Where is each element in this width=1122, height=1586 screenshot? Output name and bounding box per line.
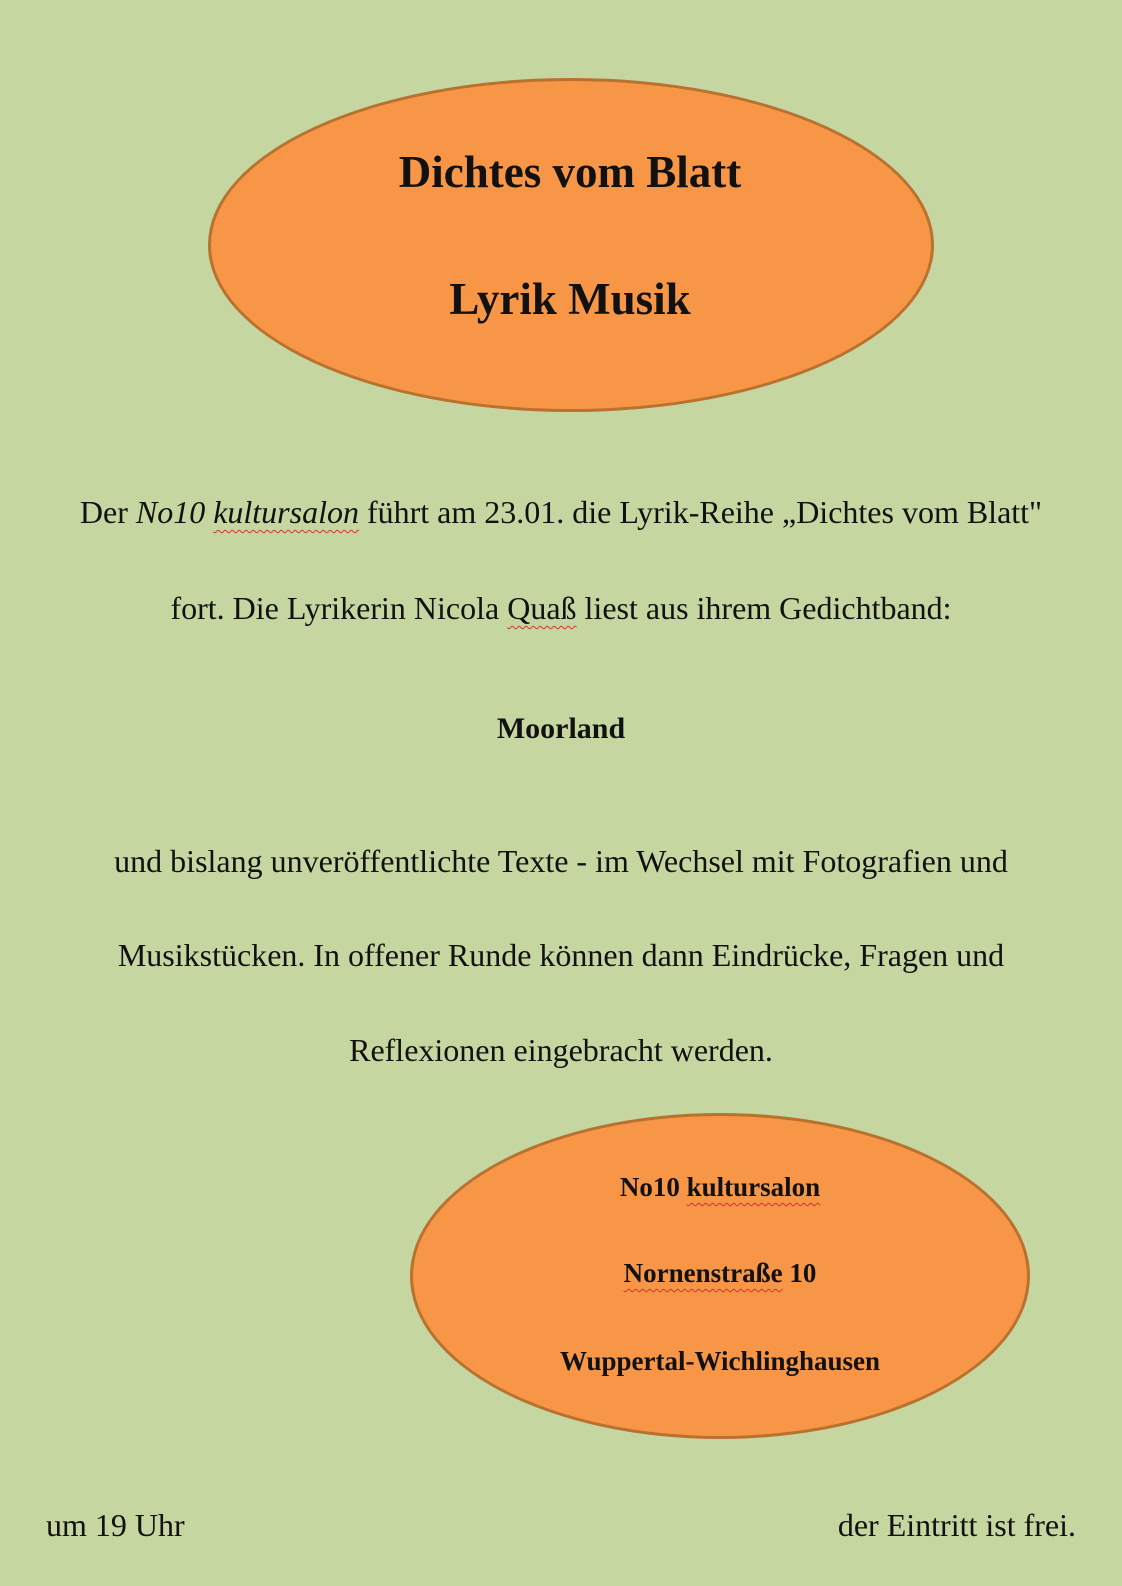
text: führt am 23.01. die Lyrik-Reihe „Dichtes vom Blatt" xyxy=(358,494,1043,530)
text: Nornenstraße xyxy=(623,1258,783,1288)
title-line-1: Dichtes vom Blatt xyxy=(398,147,742,197)
venue-name xyxy=(410,1172,1030,1203)
text: Der xyxy=(79,494,136,530)
text: fort. Die Lyrikerin Nicola xyxy=(170,590,508,626)
intro-line-1 xyxy=(0,494,1122,531)
text: kultursalon xyxy=(686,1172,821,1202)
text: No10 xyxy=(619,1172,687,1202)
title-ellipse xyxy=(208,78,934,412)
venue-street xyxy=(410,1258,1030,1289)
text: liest aus ihrem Gedichtband: xyxy=(576,590,952,626)
description-line-1: und bislang unveröffentlichte Texte - im Wechsel mit Fotografien und xyxy=(114,843,1008,879)
description-line-3: Reflexionen eingebracht werden. xyxy=(349,1032,773,1068)
description-line-2: Musikstücken. In offener Runde können dann Eindrücke, Fragen und xyxy=(117,937,1005,973)
intro-line-2 xyxy=(0,590,1122,627)
book-title: Moorland xyxy=(496,712,626,745)
title-line-2: Lyrik Musik xyxy=(449,274,691,324)
admission-info: der Eintritt ist frei. xyxy=(837,1507,1076,1543)
venue-name-italic xyxy=(136,494,359,530)
text: 10 xyxy=(782,1258,817,1288)
text: kultursalon xyxy=(213,494,359,530)
author-name: Quaß xyxy=(507,590,577,626)
text: No10 xyxy=(135,494,214,530)
venue-city: Wuppertal-Wichlinghausen xyxy=(559,1346,881,1376)
event-time: um 19 Uhr xyxy=(46,1507,185,1543)
